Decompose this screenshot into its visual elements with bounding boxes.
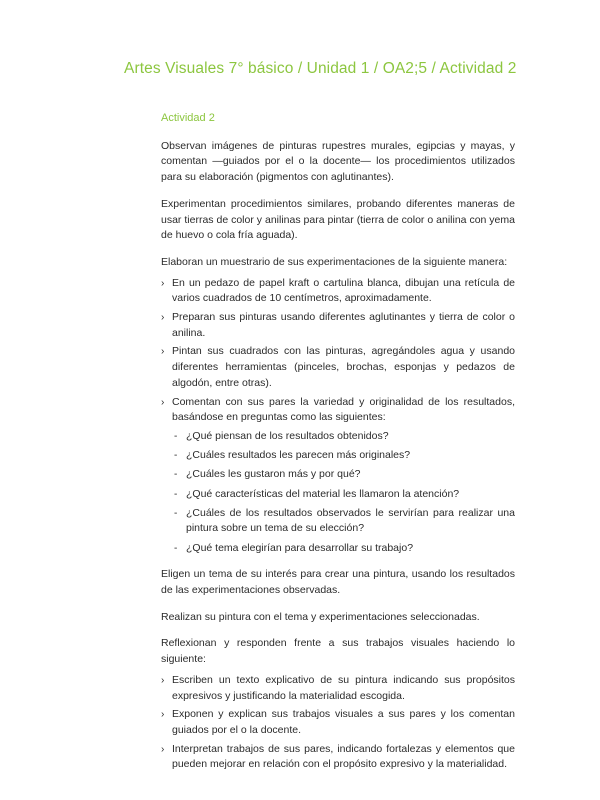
paragraph-eligen: Eligen un tema de su interés para crear una pintura, usando los resultados de las experimentaciones observadas. <box>161 568 515 597</box>
list-item-text: Pintan sus cuadrados con las pinturas, agregándoles agua y usando diferentes herramientas (pinceles, brochas, esponjas y pedazos de algodón, entre otras). <box>172 345 515 389</box>
list-item-text: Interpretan trabajos de sus pares, indicando fortalezas y elementos que pueden mejorar en relación con el propósito expresivo y la materialidad. <box>172 742 515 771</box>
dash-marker: - <box>174 450 178 462</box>
question-item <box>172 448 515 464</box>
list-item-text: Preparan sus pinturas usando diferentes aglutinantes y tierra de color o anilina. <box>172 311 515 339</box>
question-item <box>172 506 515 537</box>
dash-marker: - <box>174 469 178 481</box>
dash-marker: - <box>174 488 178 500</box>
page-header-title: Artes Visuales 7° básico / Unidad 1 / OA2;5 / Actividad 2 <box>124 60 517 77</box>
bullet-marker: › <box>161 743 165 755</box>
bullet-marker: › <box>161 674 165 686</box>
reflection-steps-list <box>161 673 515 773</box>
question-item <box>172 467 515 483</box>
list-item <box>161 310 515 341</box>
paragraph-elaboran: Elaboran un muestrario de sus experimentaciones de la siguiente manera: <box>161 255 508 268</box>
question-text: ¿Cuáles les gustaron más y por qué? <box>186 468 361 481</box>
bullet-marker: › <box>161 346 165 358</box>
list-item <box>161 673 515 704</box>
question-item <box>172 541 515 557</box>
bullet-marker: › <box>161 312 165 324</box>
dash-marker: - <box>174 507 178 519</box>
bullet-marker: › <box>161 396 165 408</box>
list-item-text: En un pedazo de papel kraft o cartulina blanca, dibujan una retícula de varios cuadrados de 10 centímetros, aproximadamente. <box>172 276 515 305</box>
question-text: ¿Qué piensan de los resultados obtenidos? <box>186 429 389 442</box>
bullet-marker: › <box>161 277 165 289</box>
paragraph-observan: Observan imágenes de pinturas rupestres murales, egipcias y mayas, y comentan —guiados por el o la docente— los procedimientos utilizados para su elaboración (pigmentos con aglutinantes). <box>161 139 515 184</box>
activity-title: Actividad 2 <box>161 112 215 124</box>
list-item-text: Exponen y explican sus trabajos visuales a sus pares y los comentan guiados por el o la docente. <box>172 708 515 736</box>
paragraph-experimentan: Experimentan procedimientos similares, probando diferentes maneras de usar tierras de color y anilinas para pintar (tierra de color o anilina con yema de huevo o cola fría aguada). <box>161 197 515 242</box>
question-text: ¿Cuáles resultados les parecen más originales? <box>186 449 411 462</box>
paragraph-realizan: Realizan su pintura con el tema y experimentaciones seleccionadas. <box>161 610 480 623</box>
question-item <box>172 487 515 503</box>
list-item <box>161 344 515 391</box>
question-text: ¿Cuáles de los resultados observados le servirían para realizar una pintura sobre un tema de su elección? <box>186 506 515 535</box>
list-item <box>161 742 515 773</box>
question-text: ¿Qué características del material les llamaron la atención? <box>186 487 460 500</box>
activity-content <box>161 111 515 784</box>
questions-list <box>172 429 515 556</box>
dash-marker: - <box>174 430 178 442</box>
list-item <box>161 276 515 307</box>
question-item <box>172 429 515 445</box>
muestrario-steps-list <box>161 276 515 557</box>
list-item <box>161 395 515 557</box>
bullet-marker: › <box>161 709 165 721</box>
paragraph-reflexionan: Reflexionan y responden frente a sus trabajos visuales haciendo lo siguiente: <box>161 637 515 666</box>
question-text: ¿Qué tema elegirían para desarrollar su trabajo? <box>186 541 414 554</box>
dash-marker: - <box>174 542 178 554</box>
list-item-text: Comentan con sus pares la variedad y originalidad de los resultados, basándose en preguntas como las siguientes: <box>172 395 515 424</box>
list-item <box>161 707 515 738</box>
list-item-text: Escriben un texto explicativo de su pintura indicando sus propósitos expresivos y justificando la materialidad escogida. <box>172 673 515 702</box>
